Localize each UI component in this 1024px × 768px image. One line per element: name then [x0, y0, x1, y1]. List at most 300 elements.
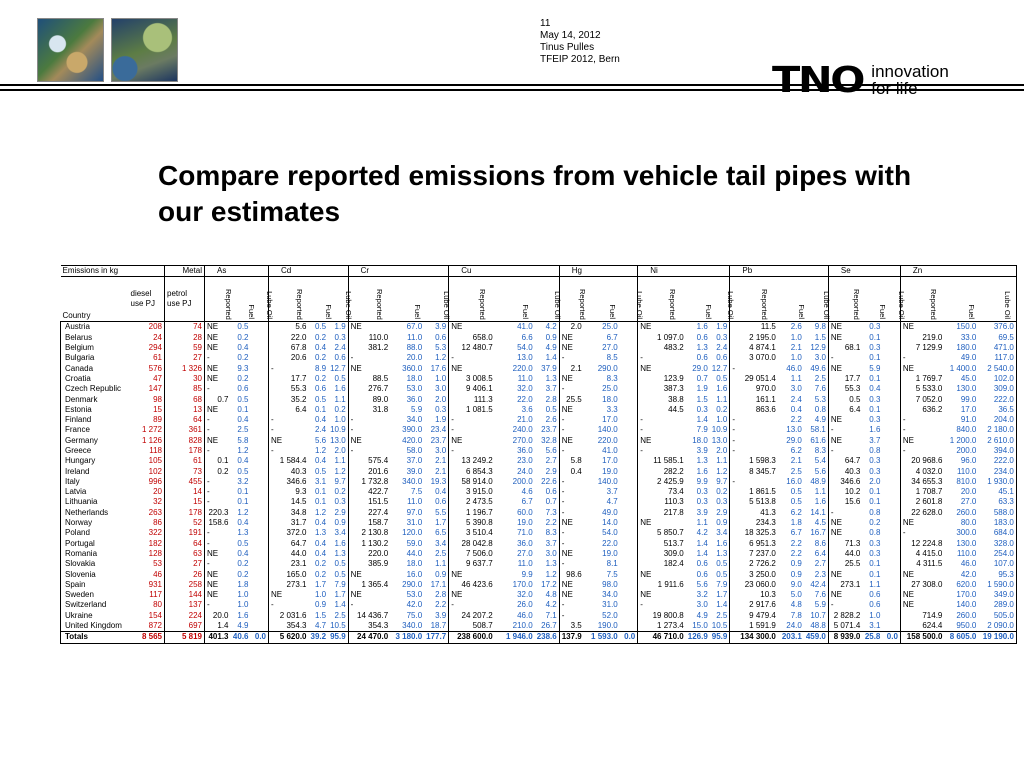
value-cell: 5.3 [814, 394, 826, 404]
value-cell: 0.5 [334, 569, 346, 579]
value-cell [251, 456, 269, 466]
value-cell: 20 [153, 487, 162, 497]
value-cell: 54.0 [602, 528, 618, 538]
value-cell: 863.6 [730, 405, 778, 415]
value-cell [251, 621, 269, 632]
value-cell: 19.0 [602, 466, 618, 476]
value-cell: 42.0 [960, 569, 977, 579]
value-cell: 0.4 [237, 518, 249, 528]
value-cell: 4.7 [314, 621, 327, 631]
value-cell: NE [205, 322, 231, 333]
value-cell: 48.8 [810, 621, 826, 631]
value-cell: 1.1 [814, 487, 826, 497]
metal-header-ni: Ni [638, 266, 730, 277]
table-row [61, 611, 1017, 621]
value-cell: 5.9 [411, 404, 423, 414]
value-cell: 2.1 [435, 456, 447, 466]
table-row [61, 384, 1017, 394]
value-cell: 170.0 [512, 579, 533, 589]
diesel-label: diesel use PJ [129, 277, 165, 322]
value-cell: 346.6 [269, 477, 309, 487]
table-row [61, 322, 1017, 333]
value-cell [620, 600, 638, 610]
value-cell: 3 070.0 [730, 353, 778, 363]
value-cell: 1.1 [435, 559, 447, 569]
value-cell: 1.5 [696, 394, 708, 404]
value-cell [251, 590, 269, 600]
country-cell: Italy [61, 477, 129, 487]
value-cell: 222.0 [978, 456, 1016, 466]
value-cell: 697 [165, 621, 205, 632]
value-cell: 3 915.0 [449, 487, 495, 497]
value-cell: 1.6 [814, 497, 826, 507]
value-cell: 6.2 [790, 507, 802, 517]
value-cell: NE [828, 528, 862, 538]
value-cell [251, 466, 269, 476]
value-cell: - [348, 415, 390, 425]
value-cell: 1.5 [314, 610, 327, 620]
table-row [61, 363, 1017, 373]
value-cell: 13 [165, 405, 205, 415]
value-cell: 11.0 [407, 497, 423, 507]
value-cell: 178 [165, 446, 205, 456]
value-cell: 144 [165, 590, 205, 600]
value-cell: 110.3 [638, 497, 686, 507]
value-cell: 71.3 [828, 539, 862, 549]
value-cell: NE [559, 549, 584, 559]
value-cell: 55.3 [269, 384, 309, 394]
sub-header-as-lube-oil [251, 277, 275, 322]
value-cell: 1 593.0 [584, 632, 620, 643]
sub-header-ni-fuel [686, 277, 713, 322]
value-cell [882, 415, 900, 425]
value-cell: - [205, 415, 231, 425]
value-cell: 18.7 [430, 621, 447, 631]
sub-header-as-fuel [231, 277, 256, 322]
value-cell: NE [828, 518, 862, 528]
value-cell: 8 345.7 [730, 466, 778, 476]
value-cell: 4.7 [606, 497, 618, 507]
value-cell: 1.8 [790, 518, 802, 528]
sub-header-cr-fuel [390, 277, 424, 322]
value-cell: 97.0 [406, 507, 423, 517]
value-cell: 150.0 [956, 322, 977, 332]
value-cell: 4.2 [545, 322, 557, 332]
value-cell: - [269, 363, 309, 373]
value-cell: 64.7 [269, 539, 309, 549]
value-cell: 102 [148, 466, 162, 476]
value-cell: 0.2 [314, 373, 327, 383]
value-cell: 0.1 [869, 559, 881, 569]
value-cell: 0.4 [869, 384, 881, 394]
value-cell: 10.3 [730, 590, 778, 600]
value-cell: 0.6 [237, 384, 249, 394]
value-cell: 0.1 [869, 569, 881, 579]
value-cell [251, 436, 269, 446]
value-cell: 0.3 [716, 497, 728, 507]
value-cell: 98.6 [559, 569, 584, 579]
value-cell: - [449, 446, 495, 456]
value-cell: 1 708.7 [900, 487, 944, 497]
value-cell: - [205, 353, 231, 363]
value-cell: 2.0 [334, 446, 346, 455]
value-cell: 137.9 [559, 632, 584, 643]
value-cell: 0.5 [716, 373, 728, 383]
value-cell: 2.1 [435, 466, 447, 476]
value-cell: 0.1 [869, 497, 881, 507]
value-cell: 10.7 [810, 610, 826, 620]
sub-header-text: Reported [577, 289, 587, 321]
value-cell [882, 466, 900, 476]
value-cell: 1 584.4 [269, 456, 309, 466]
value-cell: 46.0 [786, 363, 802, 373]
slide-title: Compare reported emissions from vehicle tail pipes with our estimates [158, 160, 912, 227]
value-cell: 26 [165, 569, 205, 579]
value-cell: 254.0 [978, 549, 1016, 559]
sub-header-text: Fuel [703, 304, 713, 320]
value-cell: 0.6 [696, 569, 708, 579]
value-cell: 13.0 [517, 353, 533, 363]
value-cell: 3.4 [716, 528, 728, 538]
value-cell: 2 540.0 [978, 363, 1016, 373]
value-cell: - [449, 425, 495, 435]
value-cell [620, 539, 638, 549]
country-cell: Switzerland [61, 600, 129, 610]
value-cell: 19 190.0 [978, 632, 1016, 643]
value-cell: NE [205, 333, 231, 343]
value-cell: 394.0 [978, 446, 1016, 456]
value-cell: 12.7 [330, 363, 346, 373]
value-cell: 0.1 [205, 456, 231, 466]
sub-header-text: Reported [851, 289, 861, 321]
table-row [61, 446, 1017, 456]
value-cell: 2.7 [814, 559, 826, 569]
value-cell: 0.2 [314, 559, 327, 569]
value-cell: 354.3 [269, 621, 309, 632]
value-cell: 455 [165, 477, 205, 487]
metal-header-as: As [205, 266, 269, 277]
value-cell [620, 446, 638, 456]
value-cell: 1.9 [716, 322, 728, 332]
value-cell: 0.1 [869, 373, 881, 383]
value-cell: 0.2 [314, 569, 327, 579]
value-cell: - [348, 446, 390, 456]
value-cell: - [730, 425, 778, 435]
value-cell: 2.5 [334, 610, 346, 620]
table-row [61, 590, 1017, 600]
satellite-image-2 [111, 18, 178, 82]
value-cell: 0.1 [869, 404, 881, 414]
value-cell: 49.0 [602, 507, 618, 517]
value-cell [882, 559, 900, 569]
sub-header-pb-lube-oil [804, 277, 829, 322]
value-cell: 1 126 [141, 435, 162, 445]
value-cell: 1.3 [334, 548, 346, 558]
value-cell [620, 353, 638, 363]
value-cell: 3.1 [869, 621, 881, 631]
value-cell: 75.0 [406, 610, 423, 620]
value-cell: 0.3 [696, 404, 708, 414]
value-cell: 1.4 [545, 353, 557, 363]
sub-header-pb-reported [730, 277, 778, 322]
sub-header-cu-fuel [495, 277, 535, 322]
value-cell: 7.9 [716, 579, 728, 589]
value-cell: 67.0 [406, 322, 423, 332]
value-cell: 0.5 [545, 404, 557, 414]
value-cell: 15.0 [692, 621, 708, 631]
value-cell [251, 539, 269, 549]
value-cell: 0.2 [237, 332, 249, 342]
value-cell: 1.3 [545, 559, 557, 569]
sub-header-zn-lube-oil [978, 277, 1016, 322]
value-cell: NE [205, 363, 231, 373]
table-row [61, 539, 1017, 549]
value-cell: 1 326 [165, 363, 205, 373]
value-cell: NE [449, 569, 495, 579]
value-cell: 52 [165, 518, 205, 528]
value-cell: 61 [153, 353, 162, 363]
value-cell: 1.1 [790, 373, 802, 383]
value-cell: 2.2 [790, 538, 802, 548]
value-cell: 8 565 [129, 632, 165, 643]
value-cell: 40.3 [828, 466, 862, 476]
value-cell: 4.5 [814, 518, 826, 528]
value-cell: NE [900, 436, 944, 446]
table-row [61, 518, 1017, 528]
logo-tagline [871, 63, 949, 97]
value-cell: 17.0 [960, 404, 977, 414]
value-cell: 0.9 [334, 518, 346, 528]
value-cell: NE [348, 436, 390, 446]
value-cell: 1.6 [716, 538, 728, 548]
value-cell: 27 308.0 [900, 580, 944, 590]
value-cell [251, 611, 269, 621]
value-cell: 17.2 [541, 579, 557, 589]
value-cell: 1 365.4 [348, 580, 390, 590]
value-cell: 840.0 [956, 425, 977, 435]
value-cell: - [205, 559, 231, 569]
value-cell: 14 436.7 [348, 611, 390, 621]
value-cell: 1.1 [334, 456, 346, 466]
value-cell: 68.1 [828, 343, 862, 353]
value-cell: 2.2 [435, 600, 447, 610]
value-cell: NE [559, 343, 584, 353]
value-cell: - [205, 446, 231, 456]
value-cell [620, 477, 638, 487]
value-cell [882, 528, 900, 538]
value-cell: 89.0 [348, 394, 390, 404]
value-cell: 55.3 [828, 384, 862, 394]
sub-header-text: Reported [668, 289, 677, 321]
sub-header-text: Lube Oil [552, 291, 562, 320]
value-cell: 636.2 [900, 405, 944, 415]
value-cell [882, 621, 900, 632]
value-cell: 273.1 [828, 580, 862, 590]
value-cell: 22.6 [541, 476, 557, 486]
value-cell: 53 [153, 559, 162, 569]
value-cell: 8.6 [814, 538, 826, 548]
value-cell: 0.4 [314, 456, 327, 466]
table-row [61, 456, 1017, 466]
value-cell: 58 914.0 [449, 477, 495, 487]
value-cell: 2 130.8 [348, 528, 390, 538]
value-cell: 29.0 [786, 435, 802, 445]
value-cell: 12 224.8 [900, 539, 944, 549]
value-cell: 276.7 [348, 384, 390, 394]
value-cell: 10.5 [330, 621, 346, 631]
country-cell: Canada [61, 363, 129, 373]
value-cell: 3.0 [435, 384, 447, 394]
value-cell: NE [559, 580, 584, 590]
value-cell [620, 580, 638, 590]
value-cell: 2.4 [716, 343, 728, 353]
value-cell: 1.6 [696, 466, 708, 476]
value-cell: 5.5 [435, 507, 447, 517]
value-cell: 3.9 [696, 507, 708, 517]
value-cell: - [828, 446, 862, 456]
value-cell: 36.0 [406, 394, 423, 404]
value-cell: NE [559, 374, 584, 384]
value-cell: 9.3 [269, 487, 309, 497]
value-cell: 2.5 [435, 548, 447, 558]
value-cell: 219.0 [900, 333, 944, 343]
value-cell: 0.3 [869, 456, 881, 466]
value-cell: - [828, 425, 862, 435]
value-cell: 289.0 [978, 600, 1016, 610]
value-cell: - [730, 363, 778, 373]
value-cell: 111.3 [449, 394, 495, 404]
value-cell: 0.2 [237, 559, 249, 569]
value-cell: 19 800.8 [638, 611, 686, 621]
table-row [61, 374, 1017, 384]
value-cell: 24.0 [786, 621, 802, 631]
table-row [61, 353, 1017, 363]
value-cell: 89 [153, 415, 162, 425]
value-cell: 52.0 [602, 610, 618, 620]
value-cell: NE [559, 333, 584, 343]
value-cell: 23.4 [430, 425, 447, 435]
value-cell: - [638, 353, 686, 363]
value-cell: 0.6 [545, 487, 557, 497]
value-cell: 1.3 [696, 456, 708, 466]
value-cell [620, 466, 638, 476]
value-cell: 220.0 [597, 435, 618, 445]
value-cell: 0.1 [869, 332, 881, 342]
sub-header-zn-fuel [944, 277, 978, 322]
value-cell: 60.0 [517, 507, 533, 517]
value-cell: NE [269, 436, 309, 446]
value-cell: 0.7 [696, 373, 708, 383]
value-cell: NE [638, 436, 686, 446]
slide-meta [540, 18, 620, 66]
value-cell: 9 406.1 [449, 384, 495, 394]
value-cell: 0.4 [237, 548, 249, 558]
value-cell: 2.4 [314, 425, 327, 435]
value-cell: 3.0 [435, 446, 447, 455]
value-cell: 23.7 [430, 435, 447, 445]
value-cell: 0.8 [869, 528, 881, 538]
value-cell: 130.0 [956, 538, 977, 548]
value-cell: 54.0 [517, 343, 533, 353]
value-cell: 2 610.0 [978, 436, 1016, 446]
value-cell: 178 [165, 508, 205, 518]
value-cell: NE [348, 569, 390, 579]
value-cell [620, 621, 638, 632]
value-cell [251, 394, 269, 404]
value-cell [882, 456, 900, 466]
value-cell: 290.0 [597, 363, 618, 373]
sub-header-text: Fuel [967, 304, 977, 320]
value-cell: 23 060.0 [730, 580, 778, 590]
value-cell: 4 311.5 [900, 559, 944, 569]
value-cell: 309.0 [978, 384, 1016, 394]
value-cell: 1.1 [716, 394, 728, 404]
value-cell: 6.2 [790, 446, 802, 455]
value-cell: - [559, 611, 584, 621]
value-cell: 46.0 [517, 610, 533, 620]
value-cell: 16.0 [786, 476, 802, 486]
logo-mark: TNO [772, 59, 864, 101]
value-cell: NE [900, 518, 944, 528]
value-cell [882, 508, 900, 518]
value-cell: 0.9 [790, 569, 802, 579]
sub-header-hg-lube-oil [620, 277, 644, 322]
value-cell: 21.0 [517, 415, 533, 425]
value-cell: 2 601.8 [900, 497, 944, 507]
value-cell: - [559, 353, 584, 363]
value-cell [882, 569, 900, 579]
value-cell: NE [828, 436, 862, 446]
value-cell: 2.7 [545, 456, 557, 466]
value-cell: 4.9 [696, 610, 708, 620]
value-cell: 3.6 [521, 404, 533, 414]
sub-header-text: Fuel [246, 304, 256, 320]
value-cell: 0.6 [435, 497, 447, 507]
value-cell: 7.5 [606, 569, 618, 579]
sub-header-pb-fuel [778, 277, 804, 322]
value-cell: 0.4 [314, 538, 327, 548]
table-row [61, 508, 1017, 518]
value-cell: 931 [148, 579, 162, 589]
value-cell [882, 590, 900, 600]
value-cell: 64 [165, 539, 205, 549]
value-cell: 4.9 [237, 621, 249, 631]
value-cell: 5.6 [314, 435, 327, 445]
value-cell [882, 611, 900, 621]
satellite-image-1 [37, 18, 104, 82]
value-cell: 0.5 [314, 394, 327, 404]
value-cell: NE [205, 580, 231, 590]
country-cell: Croatia [61, 374, 129, 384]
value-cell: 328.0 [978, 539, 1016, 549]
value-cell: 29.0 [692, 363, 708, 373]
sub-header-ni-reported [638, 277, 686, 322]
value-cell: 39.0 [406, 466, 423, 476]
value-cell: 620.0 [956, 579, 977, 589]
value-cell: 18.0 [602, 394, 618, 404]
value-cell: 98.0 [602, 579, 618, 589]
value-cell: 5 819 [165, 632, 205, 643]
value-cell: 147 [148, 384, 162, 394]
value-cell: 260.0 [956, 507, 977, 517]
value-cell: 26.0 [517, 600, 533, 610]
value-cell: - [730, 446, 778, 456]
country-cell: Romania [61, 549, 129, 559]
value-cell: 17.7 [269, 374, 309, 384]
value-cell: 11.0 [517, 373, 533, 383]
slide-event: TFEIP 2012, Bern [540, 54, 620, 65]
value-cell: 26.7 [541, 621, 557, 631]
